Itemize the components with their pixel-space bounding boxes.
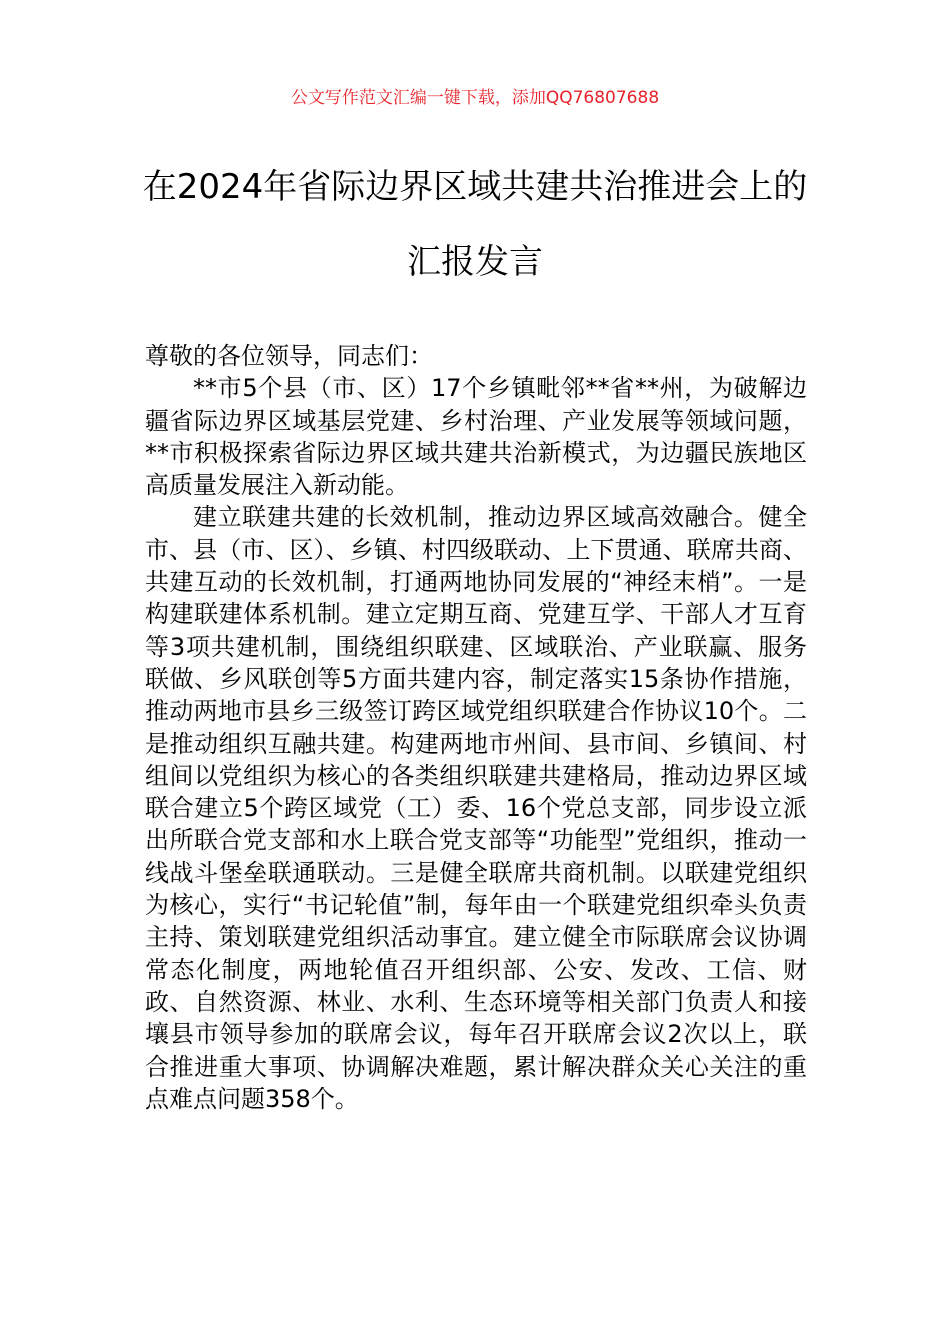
document-body xyxy=(145,340,807,1115)
paragraph-mechanism: 建立联建共建的长效机制，推动边界区域高效融合。健全市、县（市、区）、乡镇、村四级联动、上下贯通、联席共商、共建互动的长效机制，打通两地协同发展的“神经末梢”。一是构建联建体系机制。建立定期互商、党建互学、干部人才互育等3项共建机制，围绕组织联建、区域联治、产业联赢、服务联做、乡风联创等5方面共建内容，制定落实15条协作措施，推动两地市县乡三级签订跨区域党组织联建合作协议10个。二是推动组织互融共建。构建两地市州间、县市间、乡镇间、村组间以党组织为核心的各类组织联建共建格局，推动边界区域联合建立5个跨区域党（工）委、16个党总支部，同步设立派出所联合党支部和水上联合党支部等“功能型”党组织，推动一线战斗堡垒联通联动。三是健全联席共商机制。以联建党组织为核心，实行“书记轮值”制，每年由一个联建党组织牵头负责主持、策划联建党组织活动事宜。建立健全市际联席会议协调常态化制度，两地轮值召开组织部、公安、发改、工信、财政、自然资源、林业、水利、生态环境等相关部门负责人和接壤县市领导参加的联席会议，每年召开联席会议2次以上，联合推进重大事项、协调解决难题，累计解决群众关心关注的重点难点问题358个。 xyxy=(145,503,807,1113)
salutation: 尊敬的各位领导，同志们： xyxy=(145,342,433,370)
document-title: 在2024年省际边界区域共建共治推进会上的汇报发言 xyxy=(142,167,808,282)
paragraph-intro: **市5个县（市、区）17个乡镇毗邻**省**州，为破解边疆省际边界区域基层党建、乡村治理、产业发展等领域问题，**市积极探索省际边界区域共建共治新模式，为边疆民族地区高质量发展注入新动能。 xyxy=(145,374,807,500)
header-note: 公文写作范文汇编一键下载，添加QQ76807688 xyxy=(290,88,660,108)
